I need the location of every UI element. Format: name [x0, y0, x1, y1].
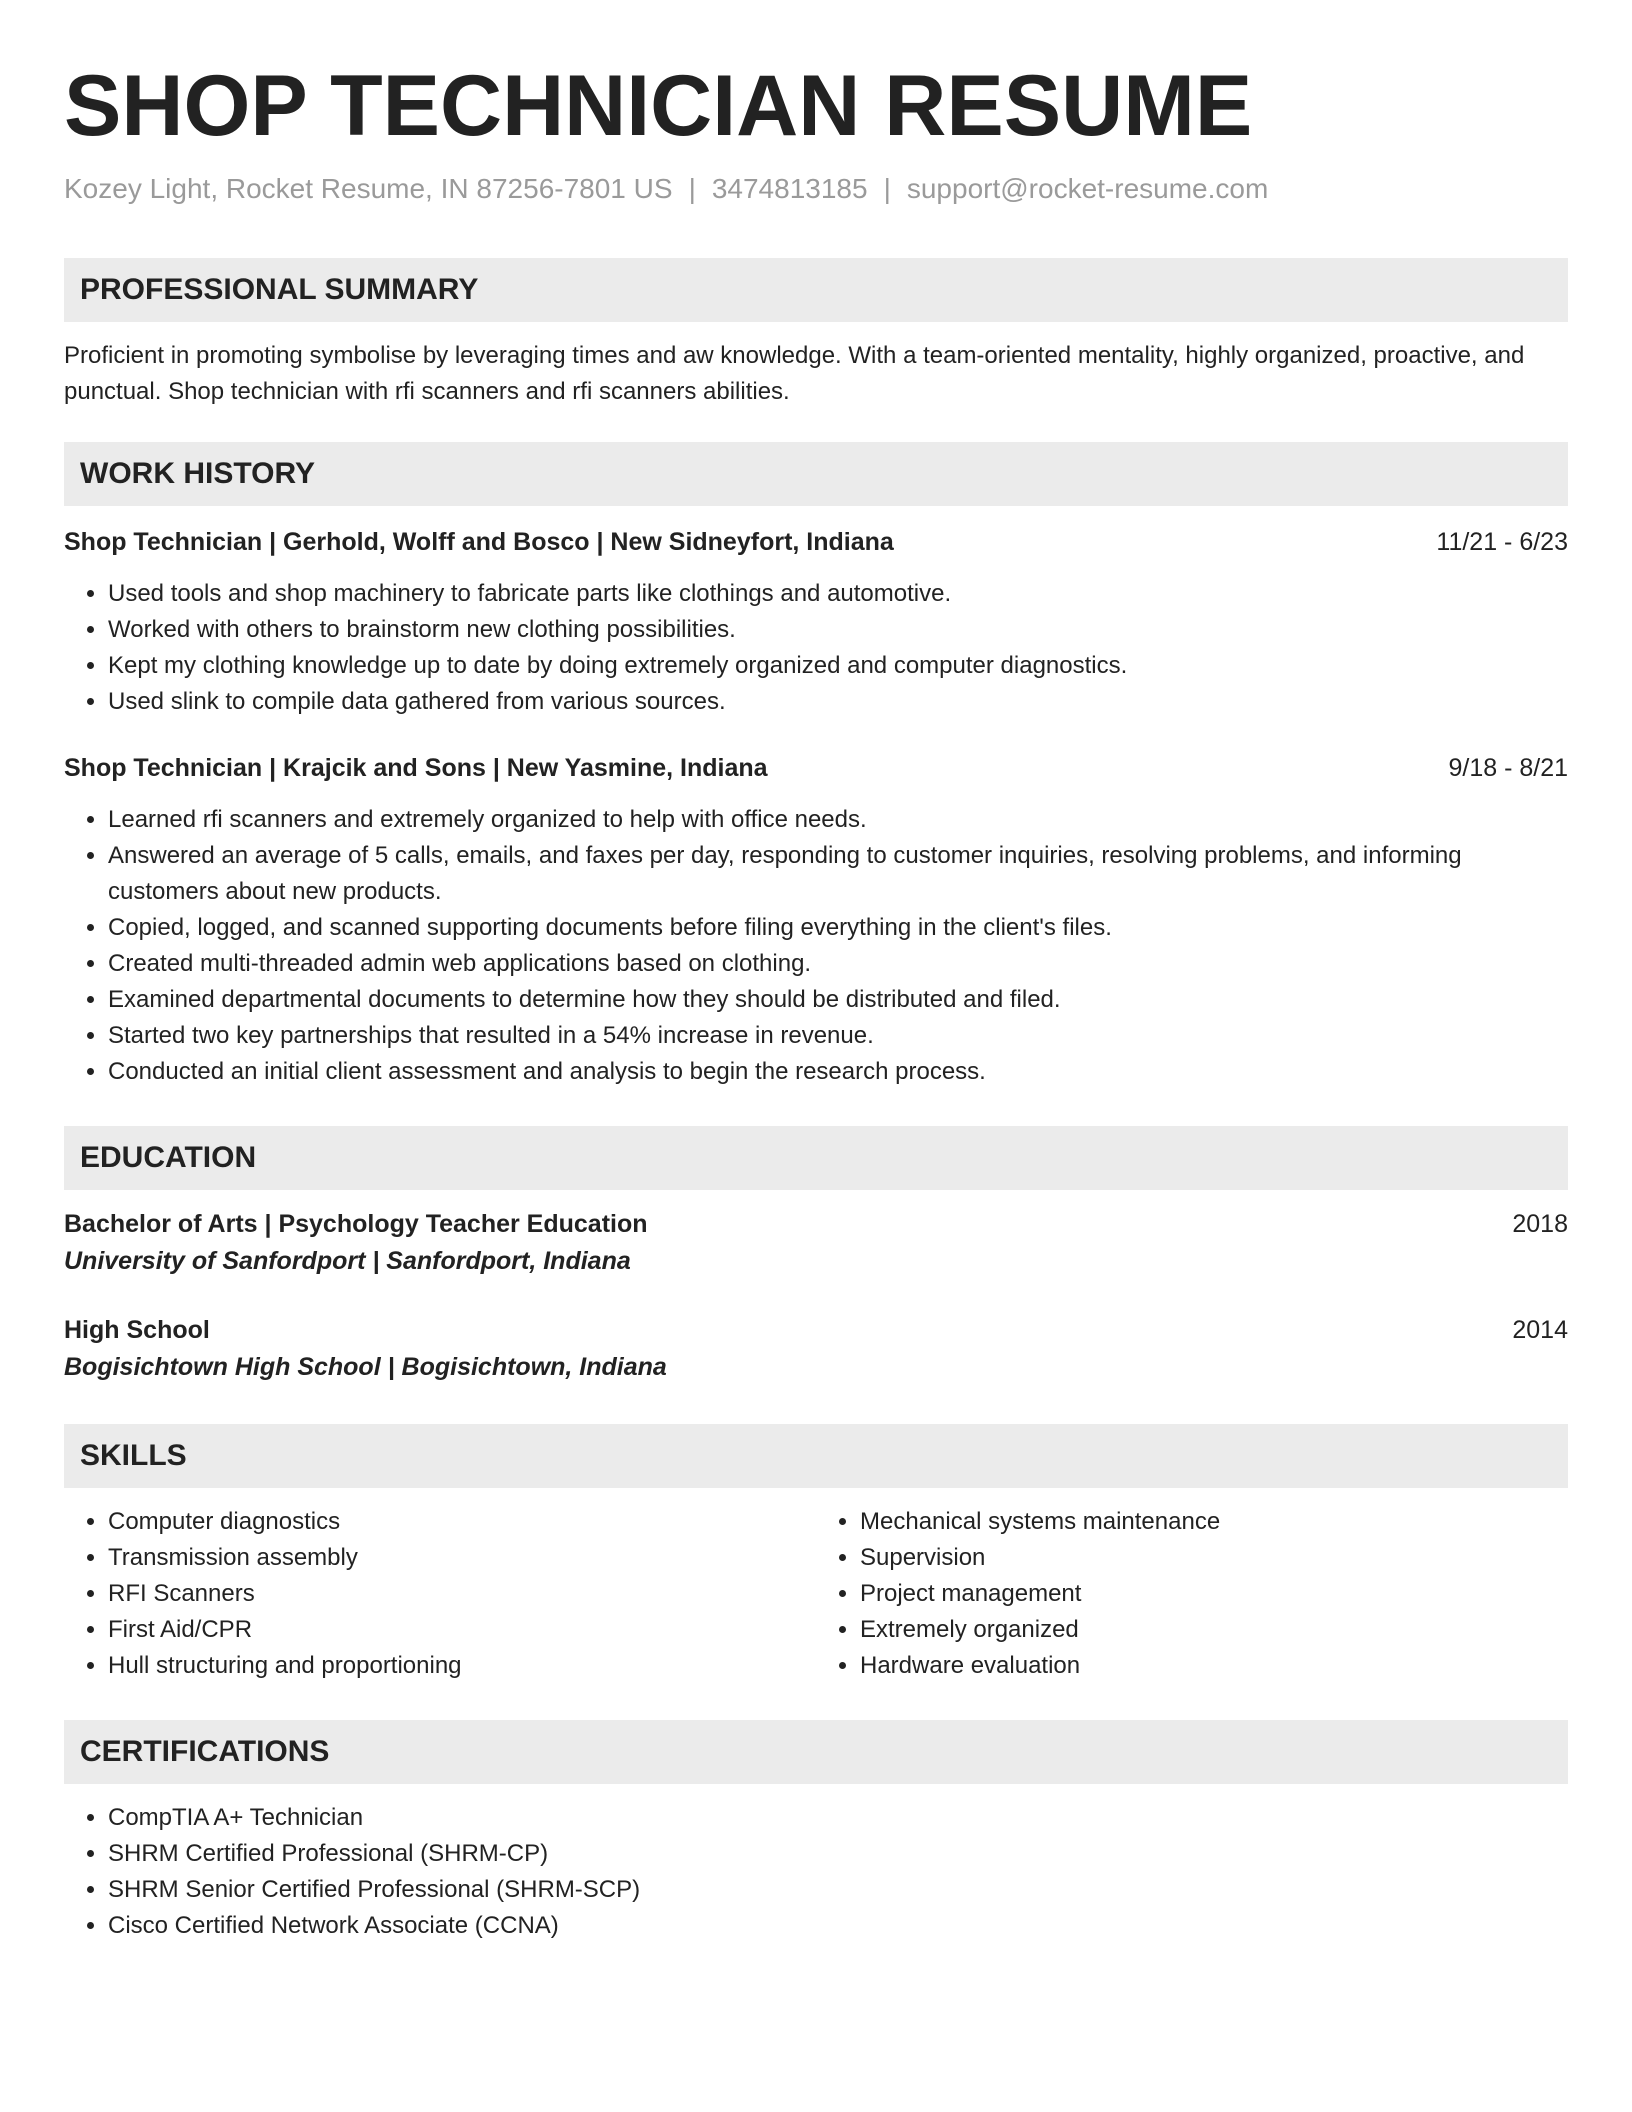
contact-separator: | [883, 173, 891, 204]
contact-separator: | [688, 173, 696, 204]
skill-item: • Transmission assembly [108, 1540, 816, 1576]
job-heading-row [64, 524, 1568, 560]
section-header-skills: SKILLS [64, 1424, 1568, 1488]
skills-list-left [64, 1504, 816, 1684]
job-entry [64, 750, 1568, 1090]
job-heading-row [64, 750, 1568, 786]
job-bullet: • Learned rfi scanners and extremely organized to help with office needs. [108, 802, 1568, 838]
contact-phone: 3474813185 [711, 173, 868, 204]
job-title: Shop Technician | Krajcik and Sons | New Yasmine, Indiana [64, 754, 768, 782]
job-dates: 11/21 - 6/23 [1436, 528, 1568, 556]
skill-item: • Mechanical systems maintenance [860, 1504, 1568, 1540]
job-bullet-list [64, 576, 1568, 720]
job-bullet-list [64, 802, 1568, 1090]
education-degree: High School [64, 1316, 210, 1344]
education-heading-row [64, 1312, 1568, 1348]
contact-email: support@rocket-resume.com [906, 173, 1269, 204]
section-header-summary: PROFESSIONAL SUMMARY [64, 258, 1568, 322]
certification-item: • SHRM Certified Professional (SHRM-CP) [108, 1836, 1568, 1872]
job-bullet: • Used slink to compile data gathered from various sources. [108, 684, 1568, 720]
skill-item: • Supervision [860, 1540, 1568, 1576]
summary-text: Proficient in promoting symbolise by leveraging times and aw knowledge. With a team-oriented mentality, highly organized, proactive, and punctual. Shop technician with rfi scanners and rfi scanners abilities. [64, 342, 1525, 405]
job-bullet: • Used tools and shop machinery to fabricate parts like clothings and automotive. [108, 576, 1568, 612]
section-header-certifications: CERTIFICATIONS [64, 1720, 1568, 1784]
skills-grid [64, 1504, 1568, 1684]
education-school: Bogisichtown High School | Bogisichtown, Indiana [64, 1353, 667, 1381]
job-bullet: • Worked with others to brainstorm new clothing possibilities. [108, 612, 1568, 648]
education-entry [64, 1312, 1568, 1386]
job-bullet: • Answered an average of 5 calls, emails, and faxes per day, responding to customer inquiries, resolving problems, and informing customers about new products. [108, 838, 1568, 910]
certification-item: • CompTIA A+ Technician [108, 1800, 1568, 1836]
skill-item: • Project management [860, 1576, 1568, 1612]
education-school: University of Sanfordport | Sanfordport, Indiana [64, 1247, 631, 1275]
education-degree: Bachelor of Arts | Psychology Teacher Education [64, 1210, 648, 1238]
job-title: Shop Technician | Gerhold, Wolff and Bosco | New Sidneyfort, Indiana [64, 528, 894, 556]
section-header-work-history: WORK HISTORY [64, 442, 1568, 506]
skills-list-right [816, 1504, 1568, 1684]
skill-item: • Hardware evaluation [860, 1648, 1568, 1684]
certifications-list [64, 1800, 1568, 1944]
contact-line [64, 172, 1568, 206]
contact-address: Kozey Light, Rocket Resume, IN 87256-7801 US [64, 173, 673, 204]
job-bullet: • Examined departmental documents to determine how they should be distributed and filed. [108, 982, 1568, 1018]
job-dates: 9/18 - 8/21 [1448, 754, 1568, 782]
skill-item: • Extremely organized [860, 1612, 1568, 1648]
certification-item: • SHRM Senior Certified Professional (SHRM-SCP) [108, 1872, 1568, 1908]
certification-item: • Cisco Certified Network Associate (CCNA) [108, 1908, 1568, 1944]
job-entry [64, 524, 1568, 720]
education-year: 2014 [1512, 1316, 1568, 1344]
job-bullet: • Started two key partnerships that resulted in a 54% increase in revenue. [108, 1018, 1568, 1054]
job-bullet: • Kept my clothing knowledge up to date by doing extremely organized and computer diagnostics. [108, 648, 1568, 684]
education-heading-row [64, 1206, 1568, 1242]
job-bullet: • Created multi-threaded admin web applications based on clothing. [108, 946, 1568, 982]
section-header-education: EDUCATION [64, 1126, 1568, 1190]
job-bullet: • Conducted an initial client assessment and analysis to begin the research process. [108, 1054, 1568, 1090]
job-bullet: • Copied, logged, and scanned supporting documents before filing everything in the client's files. [108, 910, 1568, 946]
skill-item: • Hull structuring and proportioning [108, 1648, 816, 1684]
skill-item: • RFI Scanners [108, 1576, 816, 1612]
skill-item: • First Aid/CPR [108, 1612, 816, 1648]
skill-item: • Computer diagnostics [108, 1504, 816, 1540]
education-year: 2018 [1512, 1210, 1568, 1238]
education-entry [64, 1206, 1568, 1280]
resume-title: SHOP TECHNICIAN RESUME [64, 58, 1253, 154]
